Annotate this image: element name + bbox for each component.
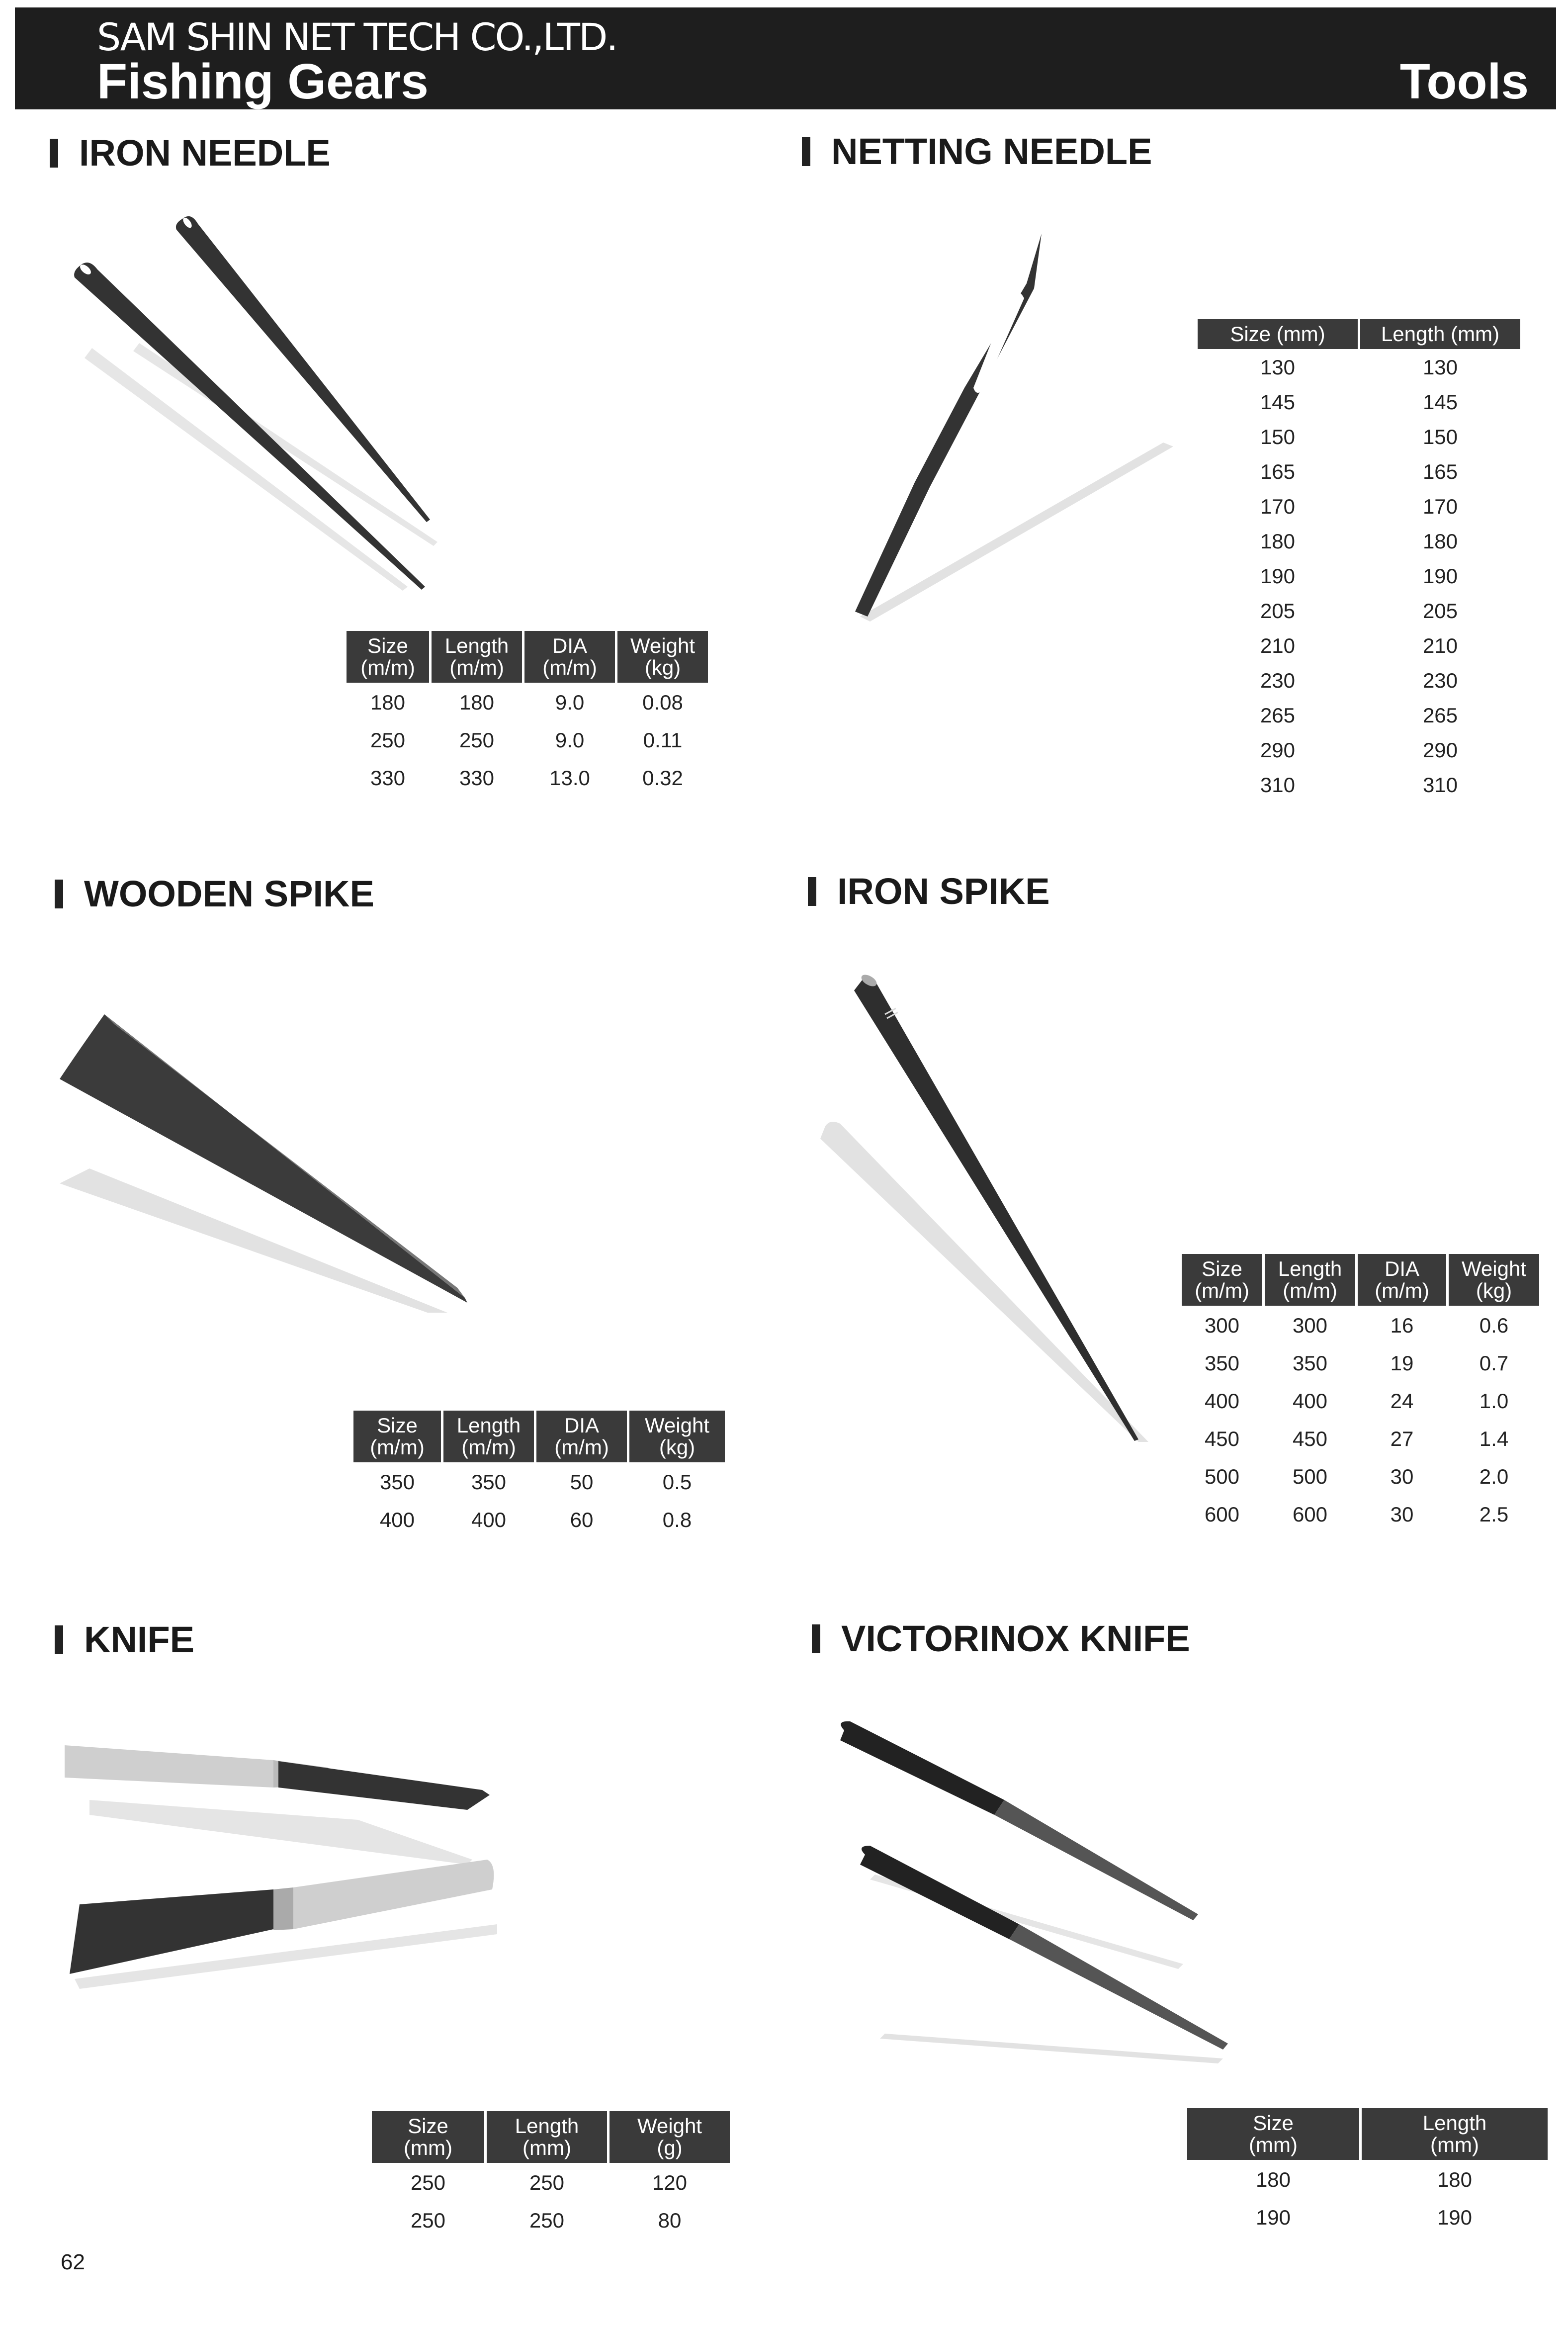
table-cell: 130: [1260, 356, 1296, 379]
table-cell: 400: [1204, 1389, 1240, 1413]
table-cell: 600: [1204, 1503, 1240, 1526]
table-cell: 2.0: [1479, 1465, 1509, 1488]
table-row: [372, 2165, 730, 2201]
column-header-weight: Weight (kg): [1449, 1254, 1539, 1306]
column-header-size: Size (m/m): [347, 631, 429, 683]
table-cell: 205: [1422, 599, 1458, 623]
table-header-row: [372, 2111, 730, 2163]
column-header-size: Size (mm): [372, 2111, 484, 2163]
brand-title: Fishing Gears: [97, 54, 429, 109]
table-row: [1198, 699, 1520, 732]
table-cell: 190: [1255, 2206, 1291, 2229]
table-cell: 150: [1422, 425, 1458, 448]
column-header-dia: DIA (m/m): [1358, 1254, 1446, 1306]
table-cell: 300: [1292, 1314, 1328, 1337]
table-header-row: [1198, 319, 1520, 349]
column-header-length: Length (m/m): [432, 631, 522, 683]
column-header-length: Length (mm): [487, 2111, 607, 2163]
table-cell: 400: [379, 1508, 415, 1531]
table-row: [1198, 629, 1520, 662]
bullet-marker: [55, 880, 63, 908]
table-header-row: [1182, 1254, 1539, 1306]
section-title-label: IRON NEEDLE: [79, 132, 331, 174]
column-header-weight: Weight (kg): [617, 631, 708, 683]
table-cell: 310: [1260, 773, 1296, 797]
table-cell: 400: [471, 1508, 507, 1531]
table-header-row: [353, 1411, 725, 1462]
table-cell: 180: [1255, 2168, 1291, 2191]
table-cell: 290: [1260, 738, 1296, 762]
table-row: [347, 685, 708, 720]
table-row: [1182, 1421, 1539, 1457]
netting-needle-illustration: [815, 224, 1183, 622]
table-row: [1198, 386, 1520, 419]
table-cell: 130: [1422, 356, 1458, 379]
table-cell: 265: [1260, 704, 1296, 727]
table-cell: 330: [459, 766, 495, 790]
table-row: [1198, 769, 1520, 802]
table-cell: 145: [1260, 390, 1296, 414]
column-header-dia: DIA (m/m): [536, 1411, 627, 1462]
column-header-length: Length (mm): [1362, 2108, 1548, 2160]
table-cell: 0.8: [662, 1508, 692, 1531]
table-cell: 1.0: [1479, 1389, 1509, 1413]
table-row: [1182, 1308, 1539, 1343]
table-cell: 400: [1292, 1389, 1328, 1413]
table-cell: 150: [1260, 425, 1296, 448]
table-row: [372, 2203, 730, 2238]
table-cell: 290: [1422, 738, 1458, 762]
column-header-size: Size (mm): [1198, 319, 1358, 349]
wooden-spike-table: [351, 1409, 727, 1540]
section-title-iron-needle: [50, 132, 331, 174]
table-cell: 450: [1204, 1427, 1240, 1450]
table-row: [1182, 1459, 1539, 1495]
table-cell: 120: [652, 2171, 688, 2194]
table-cell: 205: [1260, 599, 1296, 623]
table-cell: 300: [1204, 1314, 1240, 1337]
table-row: [1198, 664, 1520, 697]
table-cell: 13.0: [549, 766, 590, 790]
table-cell: 350: [1204, 1351, 1240, 1375]
section-title-iron-spike: [808, 870, 1050, 912]
table-cell: 250: [459, 728, 495, 752]
table-row: [1182, 1345, 1539, 1381]
table-cell: 250: [410, 2171, 446, 2194]
table-cell: 250: [529, 2209, 565, 2232]
header-banner: [15, 7, 1556, 109]
table-cell: 265: [1422, 704, 1458, 727]
section-title-label: VICTORINOX KNIFE: [841, 1618, 1190, 1659]
table-cell: 230: [1260, 669, 1296, 692]
table-cell: 60: [570, 1508, 594, 1531]
table-cell: 330: [370, 766, 406, 790]
table-cell: 450: [1292, 1427, 1328, 1450]
table-header-row: [1187, 2108, 1548, 2160]
table-cell: 230: [1422, 669, 1458, 692]
table-cell: 19: [1390, 1351, 1414, 1375]
category-title: Tools: [1399, 54, 1529, 109]
table-cell: 180: [1437, 2168, 1473, 2191]
section-title-knife: [55, 1618, 194, 1661]
bullet-marker: [808, 877, 816, 906]
iron-spike-illustration: [820, 970, 1168, 1447]
bullet-marker: [55, 1625, 63, 1654]
table-cell: 190: [1437, 2206, 1473, 2229]
column-header-length: Length (m/m): [443, 1411, 534, 1462]
table-row: [1182, 1383, 1539, 1419]
table-cell: 80: [658, 2209, 682, 2232]
column-header-length: Length (m/m): [1265, 1254, 1355, 1306]
table-cell: 0.32: [642, 766, 683, 790]
section-title-label: WOODEN SPIKE: [84, 873, 374, 914]
bullet-marker: [50, 139, 58, 168]
section-title-victorinox-knife: [812, 1617, 1190, 1660]
table-cell: 0.11: [643, 728, 683, 752]
knife-illustration: [60, 1740, 507, 2063]
section-title-label: IRON SPIKE: [837, 871, 1050, 912]
table-cell: 9.0: [555, 728, 585, 752]
table-cell: 500: [1292, 1465, 1328, 1488]
table-row: [1198, 595, 1520, 627]
table-cell: 0.7: [1479, 1351, 1509, 1375]
table-row: [1198, 734, 1520, 767]
column-header-weight: Weight (kg): [629, 1411, 725, 1462]
table-row: [1187, 2162, 1548, 2198]
iron-spike-table: [1179, 1252, 1542, 1534]
iron-needle-table: [344, 629, 710, 798]
table-row: [347, 722, 708, 758]
table-cell: 250: [529, 2171, 565, 2194]
table-cell: 0.6: [1479, 1314, 1509, 1337]
victorinox-knife-illustration: [835, 1715, 1243, 2073]
table-cell: 500: [1204, 1465, 1240, 1488]
column-header-length: Length (mm): [1360, 319, 1520, 349]
table-cell: 2.5: [1479, 1503, 1509, 1526]
table-cell: 350: [1292, 1351, 1328, 1375]
table-cell: 170: [1260, 495, 1296, 518]
table-cell: 1.4: [1479, 1427, 1509, 1450]
column-header-dia: DIA (m/m): [524, 631, 615, 683]
table-cell: 0.08: [642, 691, 683, 714]
table-cell: 190: [1422, 564, 1458, 588]
table-cell: 165: [1422, 460, 1458, 483]
table-cell: 16: [1390, 1314, 1414, 1337]
section-title-netting-needle: [802, 130, 1152, 173]
iron-needle-illustration: [40, 199, 447, 607]
table-cell: 24: [1390, 1389, 1414, 1413]
column-header-size: Size (m/m): [353, 1411, 441, 1462]
table-row: [1182, 1497, 1539, 1532]
table-cell: 9.0: [555, 691, 585, 714]
section-title-label: KNIFE: [84, 1619, 194, 1660]
company-name: SAM SHIN NET TECH CO.,LTD.: [97, 15, 617, 59]
knife-table: [369, 2109, 732, 2240]
column-header-size: Size (m/m): [1182, 1254, 1262, 1306]
section-title-label: NETTING NEEDLE: [831, 131, 1152, 172]
table-cell: 210: [1422, 634, 1458, 657]
table-cell: 350: [471, 1470, 507, 1494]
table-row: [347, 760, 708, 796]
section-title-wooden-spike: [55, 873, 374, 915]
table-cell: 180: [459, 691, 495, 714]
table-row: [1198, 525, 1520, 558]
table-row: [1198, 421, 1520, 453]
table-cell: 30: [1390, 1465, 1414, 1488]
netting-needle-table: [1195, 317, 1523, 804]
table-cell: 180: [1260, 530, 1296, 553]
table-row: [1198, 455, 1520, 488]
victorinox-knife-table: [1185, 2106, 1550, 2237]
column-header-weight: Weight (g): [610, 2111, 730, 2163]
table-row: [353, 1502, 725, 1538]
table-cell: 145: [1422, 390, 1458, 414]
table-cell: 0.5: [662, 1470, 692, 1494]
bullet-marker: [802, 137, 810, 166]
table-cell: 165: [1260, 460, 1296, 483]
table-cell: 310: [1422, 773, 1458, 797]
table-row: [353, 1464, 725, 1500]
table-cell: 350: [379, 1470, 415, 1494]
table-cell: 50: [570, 1470, 594, 1494]
table-row: [1198, 490, 1520, 523]
page-number: 62: [61, 2250, 85, 2274]
table-cell: 250: [410, 2209, 446, 2232]
column-header-size: Size (mm): [1187, 2108, 1359, 2160]
table-row: [1198, 560, 1520, 593]
table-cell: 27: [1390, 1427, 1414, 1450]
table-cell: 190: [1260, 564, 1296, 588]
table-cell: 180: [370, 691, 406, 714]
table-cell: 600: [1292, 1503, 1328, 1526]
table-cell: 210: [1260, 634, 1296, 657]
bullet-marker: [812, 1624, 820, 1653]
table-cell: 180: [1422, 530, 1458, 553]
table-cell: 250: [370, 728, 406, 752]
table-cell: 30: [1390, 1503, 1414, 1526]
table-row: [1198, 351, 1520, 384]
wooden-spike-illustration: [50, 1004, 477, 1313]
table-row: [1187, 2200, 1548, 2236]
table-cell: 170: [1422, 495, 1458, 518]
table-header-row: [347, 631, 708, 683]
